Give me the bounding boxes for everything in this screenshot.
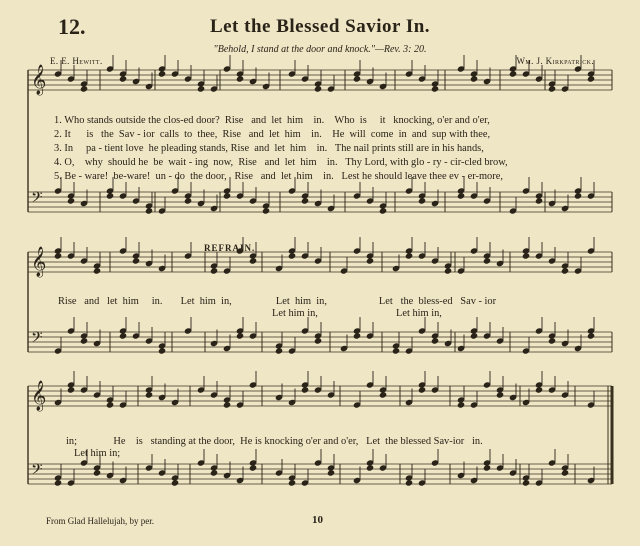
verse-5: 5. Be - ware! be-ware! un - do the door, Rise and let him in. Lest he should leave thee ev - er-more,	[54, 171, 503, 182]
bass-clef: 𝄢	[31, 189, 43, 210]
verse-1: 1. Who stands outside the clos-ed door? Rise and let him in. Who is it knocking, o'er and o'er,	[54, 115, 490, 126]
lyricist-credit: E. E. Hewitt.	[50, 56, 103, 66]
hymn-title: Let the Blessed Savior In.	[209, 16, 431, 37]
verse-3: 3. In pa - tient love he pleading stands, Rise and let him in. The nail prints still are in his hands,	[54, 143, 484, 154]
hymn-number: 12.	[58, 14, 86, 39]
bass-clef: 𝄢	[31, 461, 43, 482]
refrain-echo-3: Let him in;	[74, 448, 121, 459]
clefs	[31, 64, 46, 482]
treble-clef: 𝄞	[31, 65, 47, 95]
refrain-echo-2: Let him in,	[396, 308, 442, 319]
verse-4: 4. O, why should he be wait - ing now, Rise and let him in. Thy Lord, with glo - ry - cir-cled brow,	[54, 157, 508, 168]
refrain-lyric-line-2: in; He is standing at the door, He is knocking o'er and o'er, Let the blessed Sav-ior in.	[66, 436, 483, 447]
refrain-echo-1: Let him in,	[272, 308, 318, 319]
composer-credit: Wm. J. Kirkpatrick.	[516, 56, 594, 66]
verse-2: 2. It is the Sav - ior calls to thee, Rise and let him in. He will come in and sup with thee,	[54, 129, 491, 140]
scripture-epigraph: "Behold, I stand at the door and knock."—Rev. 3: 20.	[213, 44, 427, 55]
refrain-label: REFRAIN.	[204, 243, 256, 253]
page-number: 10	[312, 514, 323, 526]
refrain-lyric-line-1: Rise and let him in. Let him in, Let him in, Let the bless-ed Sav - ior	[58, 296, 497, 307]
bass-clef: 𝄢	[31, 329, 43, 350]
treble-clef: 𝄞	[31, 381, 47, 411]
source-credit: From Glad Hallelujah, by per.	[46, 516, 154, 526]
treble-clef: 𝄞	[31, 247, 47, 277]
